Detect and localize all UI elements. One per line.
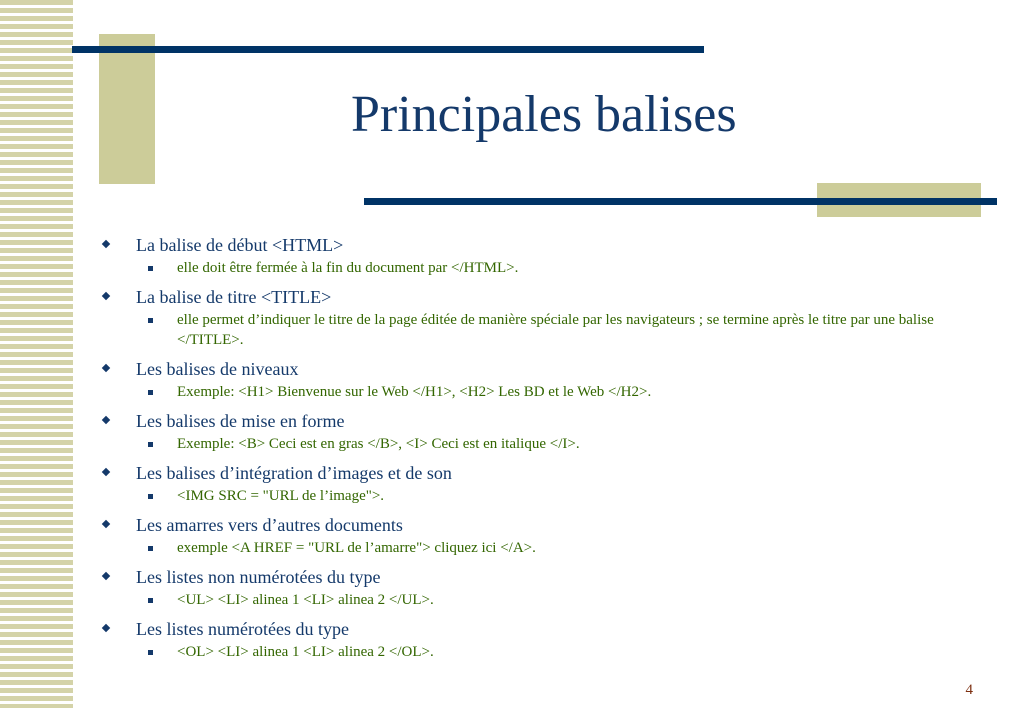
item-label: Les listes non numérotées du type <box>136 567 381 587</box>
item-label: Les amarres vers d’autres documents <box>136 515 403 535</box>
item-label: Les balises d’intégration d’images et de son <box>136 463 452 483</box>
list-item <box>100 408 980 434</box>
list-item <box>100 460 980 486</box>
sub-item-text: Exemple: <H1> Bienvenue sur le Web </H1>, <H2> Les BD et le Web </H2>. <box>177 384 652 400</box>
list-item <box>100 232 980 258</box>
diamond-bullet-icon <box>102 292 110 300</box>
item-label: Les balises de niveaux <box>136 359 299 379</box>
sub-item-text: exemple <A HREF = "URL de l’amarre"> cliquez ici </A>. <box>177 540 536 556</box>
square-bullet-icon <box>148 546 153 551</box>
slide-title: Principales balises <box>351 86 737 143</box>
list-item <box>100 512 980 538</box>
diamond-bullet-icon <box>102 364 110 372</box>
sub-item <box>100 258 980 278</box>
sub-item-text: Exemple: <B> Ceci est en gras </B>, <I> Ceci est en italique </I>. <box>177 436 580 452</box>
diamond-bullet-icon <box>102 624 110 632</box>
sub-item <box>100 486 980 506</box>
item-label: La balise de titre <TITLE> <box>136 287 332 307</box>
item-label: Les listes numérotées du type <box>136 619 349 639</box>
sub-item <box>100 590 980 610</box>
sub-item-text: elle permet d’indiquer le titre de la page éditée de manière spéciale par les navigateurs ; se termine après le titre par une balise </TITLE>. <box>177 312 934 348</box>
list-item <box>100 616 980 642</box>
diamond-bullet-icon <box>102 520 110 528</box>
sub-item <box>100 310 980 350</box>
striped-margin-decoration <box>0 0 73 708</box>
list-item <box>100 564 980 590</box>
sub-item-text: elle doit être fermée à la fin du document par </HTML>. <box>177 260 519 276</box>
item-label: Les balises de mise en forme <box>136 411 345 431</box>
square-bullet-icon <box>148 266 153 271</box>
sub-item-text: <UL> <LI> alinea 1 <LI> alinea 2 </UL>. <box>177 592 434 608</box>
list-item <box>100 284 980 310</box>
decor-rect-top-left <box>99 34 155 184</box>
diamond-bullet-icon <box>102 416 110 424</box>
square-bullet-icon <box>148 650 153 655</box>
bullet-list <box>100 232 980 668</box>
list-item <box>100 356 980 382</box>
sub-item <box>100 538 980 558</box>
square-bullet-icon <box>148 390 153 395</box>
square-bullet-icon <box>148 442 153 447</box>
sub-item <box>100 382 980 402</box>
sub-item <box>100 642 980 662</box>
square-bullet-icon <box>148 318 153 323</box>
title-bar-bottom <box>364 198 997 205</box>
diamond-bullet-icon <box>102 240 110 248</box>
square-bullet-icon <box>148 494 153 499</box>
sub-item-text: <IMG SRC = "URL de l’image">. <box>177 488 385 504</box>
page-number: 4 <box>965 682 973 698</box>
sub-item-text: <OL> <LI> alinea 1 <LI> alinea 2 </OL>. <box>177 644 434 660</box>
item-label: La balise de début <HTML> <box>136 235 344 255</box>
diamond-bullet-icon <box>102 468 110 476</box>
diamond-bullet-icon <box>102 572 110 580</box>
square-bullet-icon <box>148 598 153 603</box>
sub-item <box>100 434 980 454</box>
title-bar-top <box>72 46 704 53</box>
